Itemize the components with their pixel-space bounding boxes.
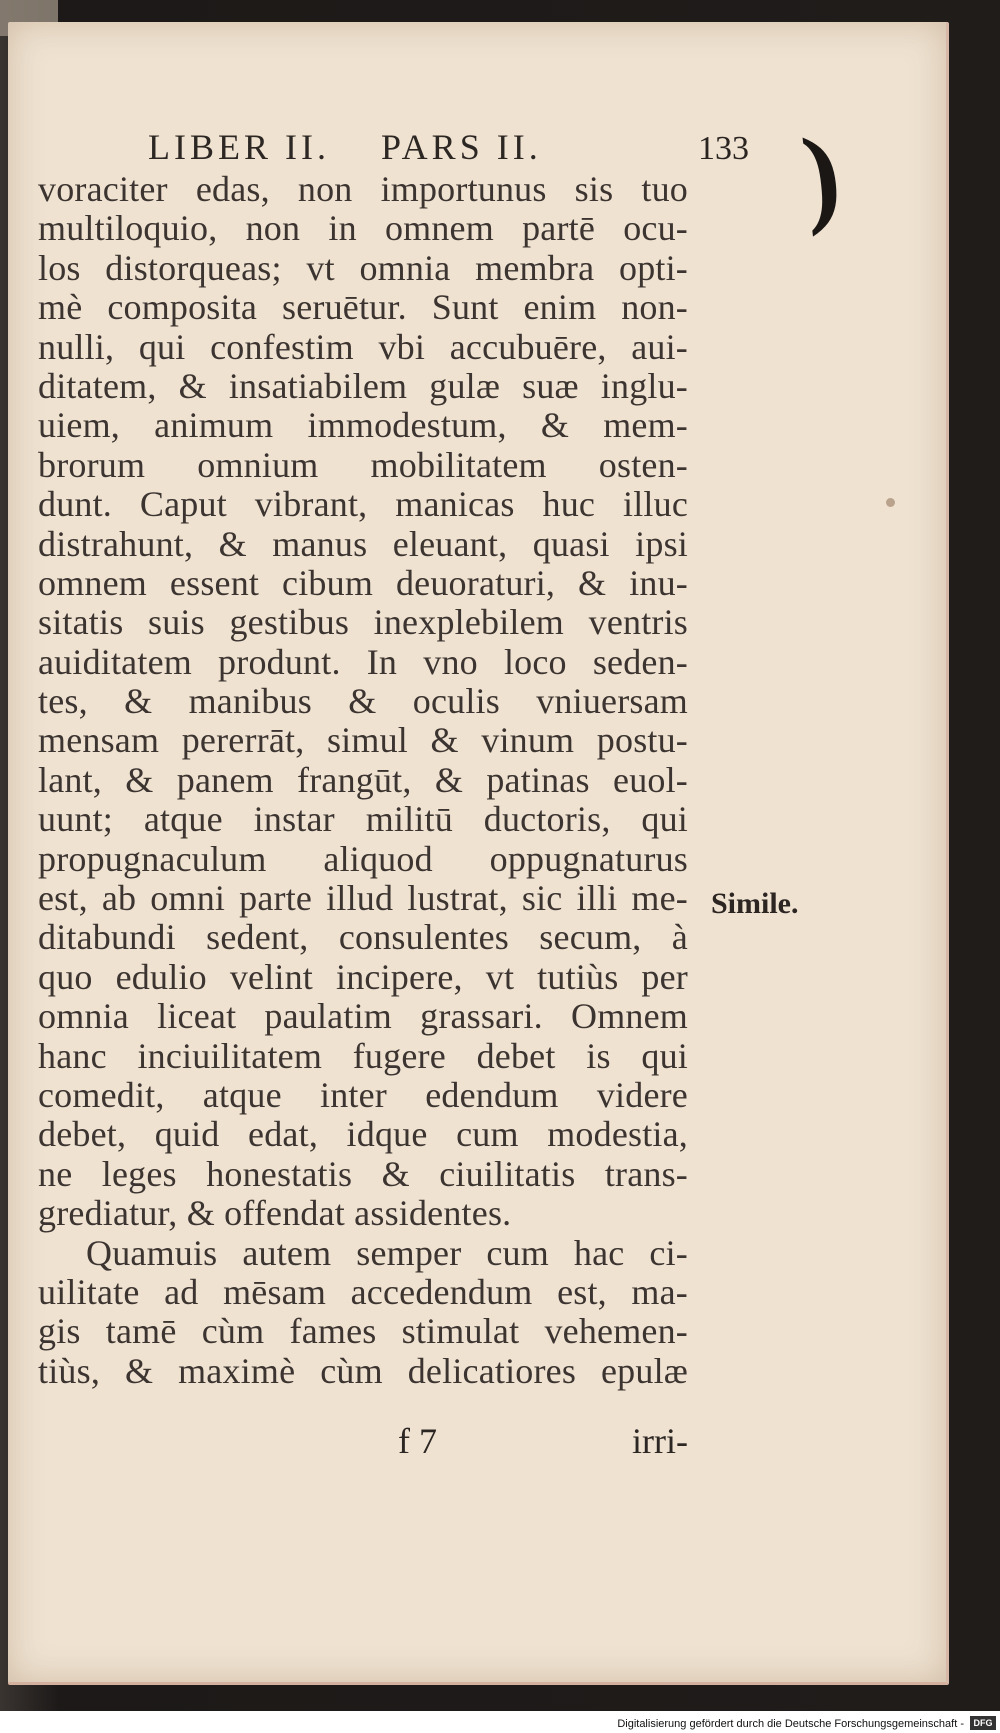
funding-credit: Digitalisierung gefördert durch die Deutsche Forschungsgemeinschaft - [617, 1718, 964, 1730]
margin-note: Simile. [711, 887, 799, 920]
body-line: los distorqueas; vt omnia membra opti- [38, 247, 688, 288]
bracket-mark: ) [796, 112, 846, 238]
body-line: uilitate ad mēsam accedendum est, ma- [38, 1271, 688, 1312]
body-line: uunt; atque instar militū ductoris, qui [38, 799, 688, 840]
page-number: 133 [698, 130, 749, 167]
body-line: brorum omnium mobilitatem osten- [38, 444, 688, 485]
body-line: nulli, qui confestim vbi accubuēre, aui- [38, 326, 688, 367]
body-line: omnia liceat paulatim grassari. Omnem [38, 996, 688, 1037]
body-line: distrahunt, & manus eleuant, quasi ipsi [38, 523, 688, 564]
body-line: debet, quid edat, idque cum modestia, [38, 1114, 688, 1155]
body-line: est, ab omni parte illud lustrat, sic illi me- [38, 878, 688, 919]
body-line: voraciter edas, non importunus sis tuo [38, 169, 688, 209]
body-line: tiùs, & maximè cùm delicatiores epulæ [38, 1350, 688, 1391]
body-line: lant, & panem frangūt, & patinas euol- [38, 759, 688, 800]
body-line: comedit, atque inter edendum videre [38, 1074, 688, 1115]
body-line: mensam pererrāt, simul & vinum postu- [38, 720, 688, 761]
page-foot [38, 1420, 688, 1464]
body-line: propugnaculum aliquod oppugnaturus [38, 838, 688, 879]
body-line: auiditatem produnt. In vno loco seden- [38, 641, 688, 682]
body-line: multiloquio, non in omnem partē ocu- [38, 208, 688, 249]
body-line: uiem, animum immodestum, & mem- [38, 405, 688, 446]
body-line: tes, & manibus & oculis vniuersam [38, 681, 688, 722]
dfg-logo-icon: DFG [970, 1716, 996, 1730]
body-line: ditabundi sedent, consulentes secum, à [38, 917, 688, 958]
footer-bar [0, 1711, 1000, 1733]
body-line: ditatem, & insatiabilem gulæ suæ inglu- [38, 365, 688, 406]
body-line: hanc inciuilitatem fugere debet is qui [38, 1035, 688, 1076]
body-line: grediatur, & offendat assidentes. [38, 1193, 512, 1234]
body-line: Quamuis autem semper cum hac ci- [86, 1232, 688, 1273]
book-page [8, 22, 949, 1685]
running-head-book: LIBER II. [148, 127, 330, 167]
body-line: omnem essent cibum deuoraturi, & inu- [38, 562, 688, 603]
body-line: gis tamē cùm fames stimulat vehemen- [38, 1311, 688, 1352]
signature-mark: f 7 [398, 1421, 437, 1461]
body-line: mè composita seruētur. Sunt enim non- [38, 287, 688, 328]
body-line: ne leges honestatis & ciuilitatis trans- [38, 1153, 688, 1194]
page-content [38, 100, 918, 1670]
running-head-part: PARS II. [380, 127, 542, 167]
body-line: sitatis suis gestibus inexplebilem ventris [38, 602, 688, 643]
body-line: quo edulio velint incipere, vt tutiùs per [38, 956, 688, 997]
catchword: irri- [632, 1421, 688, 1461]
body-line: dunt. Caput vibrant, manicas huc illuc [38, 484, 688, 525]
body-text [38, 170, 688, 1391]
